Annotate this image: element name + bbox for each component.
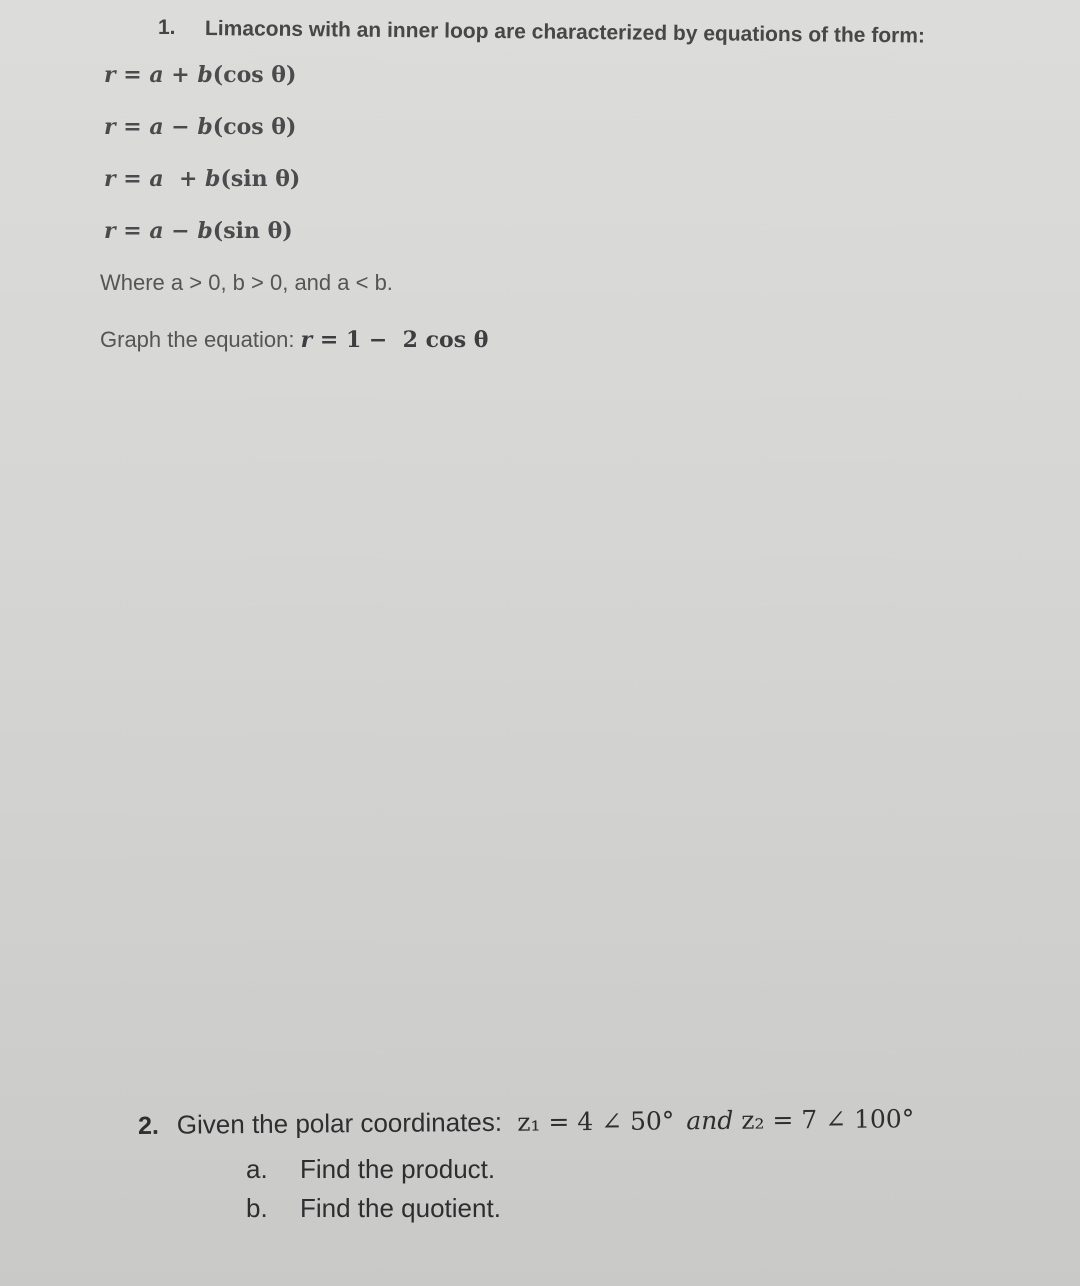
part-b-letter: b. [246, 1193, 268, 1223]
eq-b: b [205, 166, 221, 192]
equation-3 [104, 166, 300, 192]
eq-operator: + [163, 62, 198, 88]
eq-a: a [149, 62, 164, 88]
and-connector: and [678, 1105, 742, 1136]
eq-a: a [149, 166, 164, 192]
graph-eq-lhs: r [300, 327, 313, 353]
part-b-text: Find the quotient. [300, 1193, 501, 1223]
question-1-prompt: Limacons with an inner loop are characterized by equations of the form: [204, 17, 926, 48]
eq-operator: − [163, 114, 198, 140]
eq-trig: (cos θ) [212, 62, 297, 88]
eq-trig: (sin θ) [212, 218, 293, 244]
question-2-number: 2. [137, 1111, 159, 1140]
graph-equation [301, 327, 489, 353]
condition-text: Where a > 0, b > 0, and a < b. [100, 270, 393, 295]
equation-4 [104, 218, 293, 244]
eq-lhs: r [104, 114, 116, 140]
graph-instruction [100, 327, 488, 353]
eq-operator: + [163, 166, 206, 192]
part-a-text: Find the product. [300, 1154, 496, 1184]
eq-lhs: r [104, 218, 116, 244]
eq-lhs: r [104, 62, 116, 88]
eq-equals: = [115, 166, 150, 192]
question-2-text: Given the polar coordinates: [176, 1106, 510, 1140]
question-1-number: 1. [158, 16, 176, 39]
graph-label: Graph the equation: [100, 327, 301, 352]
eq-trig: (sin θ) [220, 166, 301, 192]
question-2 [138, 1103, 915, 1141]
graph-eq-rhs: = 1 − 2 cos θ [312, 327, 489, 353]
eq-operator: − [163, 218, 198, 244]
eq-a: a [149, 218, 164, 244]
equation-2 [104, 114, 296, 140]
equation-1 [104, 62, 296, 88]
part-a [246, 1154, 495, 1185]
eq-b: b [197, 114, 213, 140]
part-b [246, 1193, 501, 1224]
eq-b: b [197, 62, 213, 88]
z1-equation: z₁ = 4 ∠ 50° [517, 1106, 675, 1137]
eq-a: a [149, 114, 164, 140]
eq-equals: = [115, 218, 150, 244]
eq-equals: = [115, 114, 150, 140]
eq-b: b [197, 218, 213, 244]
part-a-letter: a. [246, 1154, 268, 1184]
z2-equation: z₂ = 7 ∠ 100° [741, 1104, 915, 1135]
eq-equals: = [115, 62, 150, 88]
eq-trig: (cos θ) [212, 114, 297, 140]
eq-lhs: r [104, 166, 116, 192]
